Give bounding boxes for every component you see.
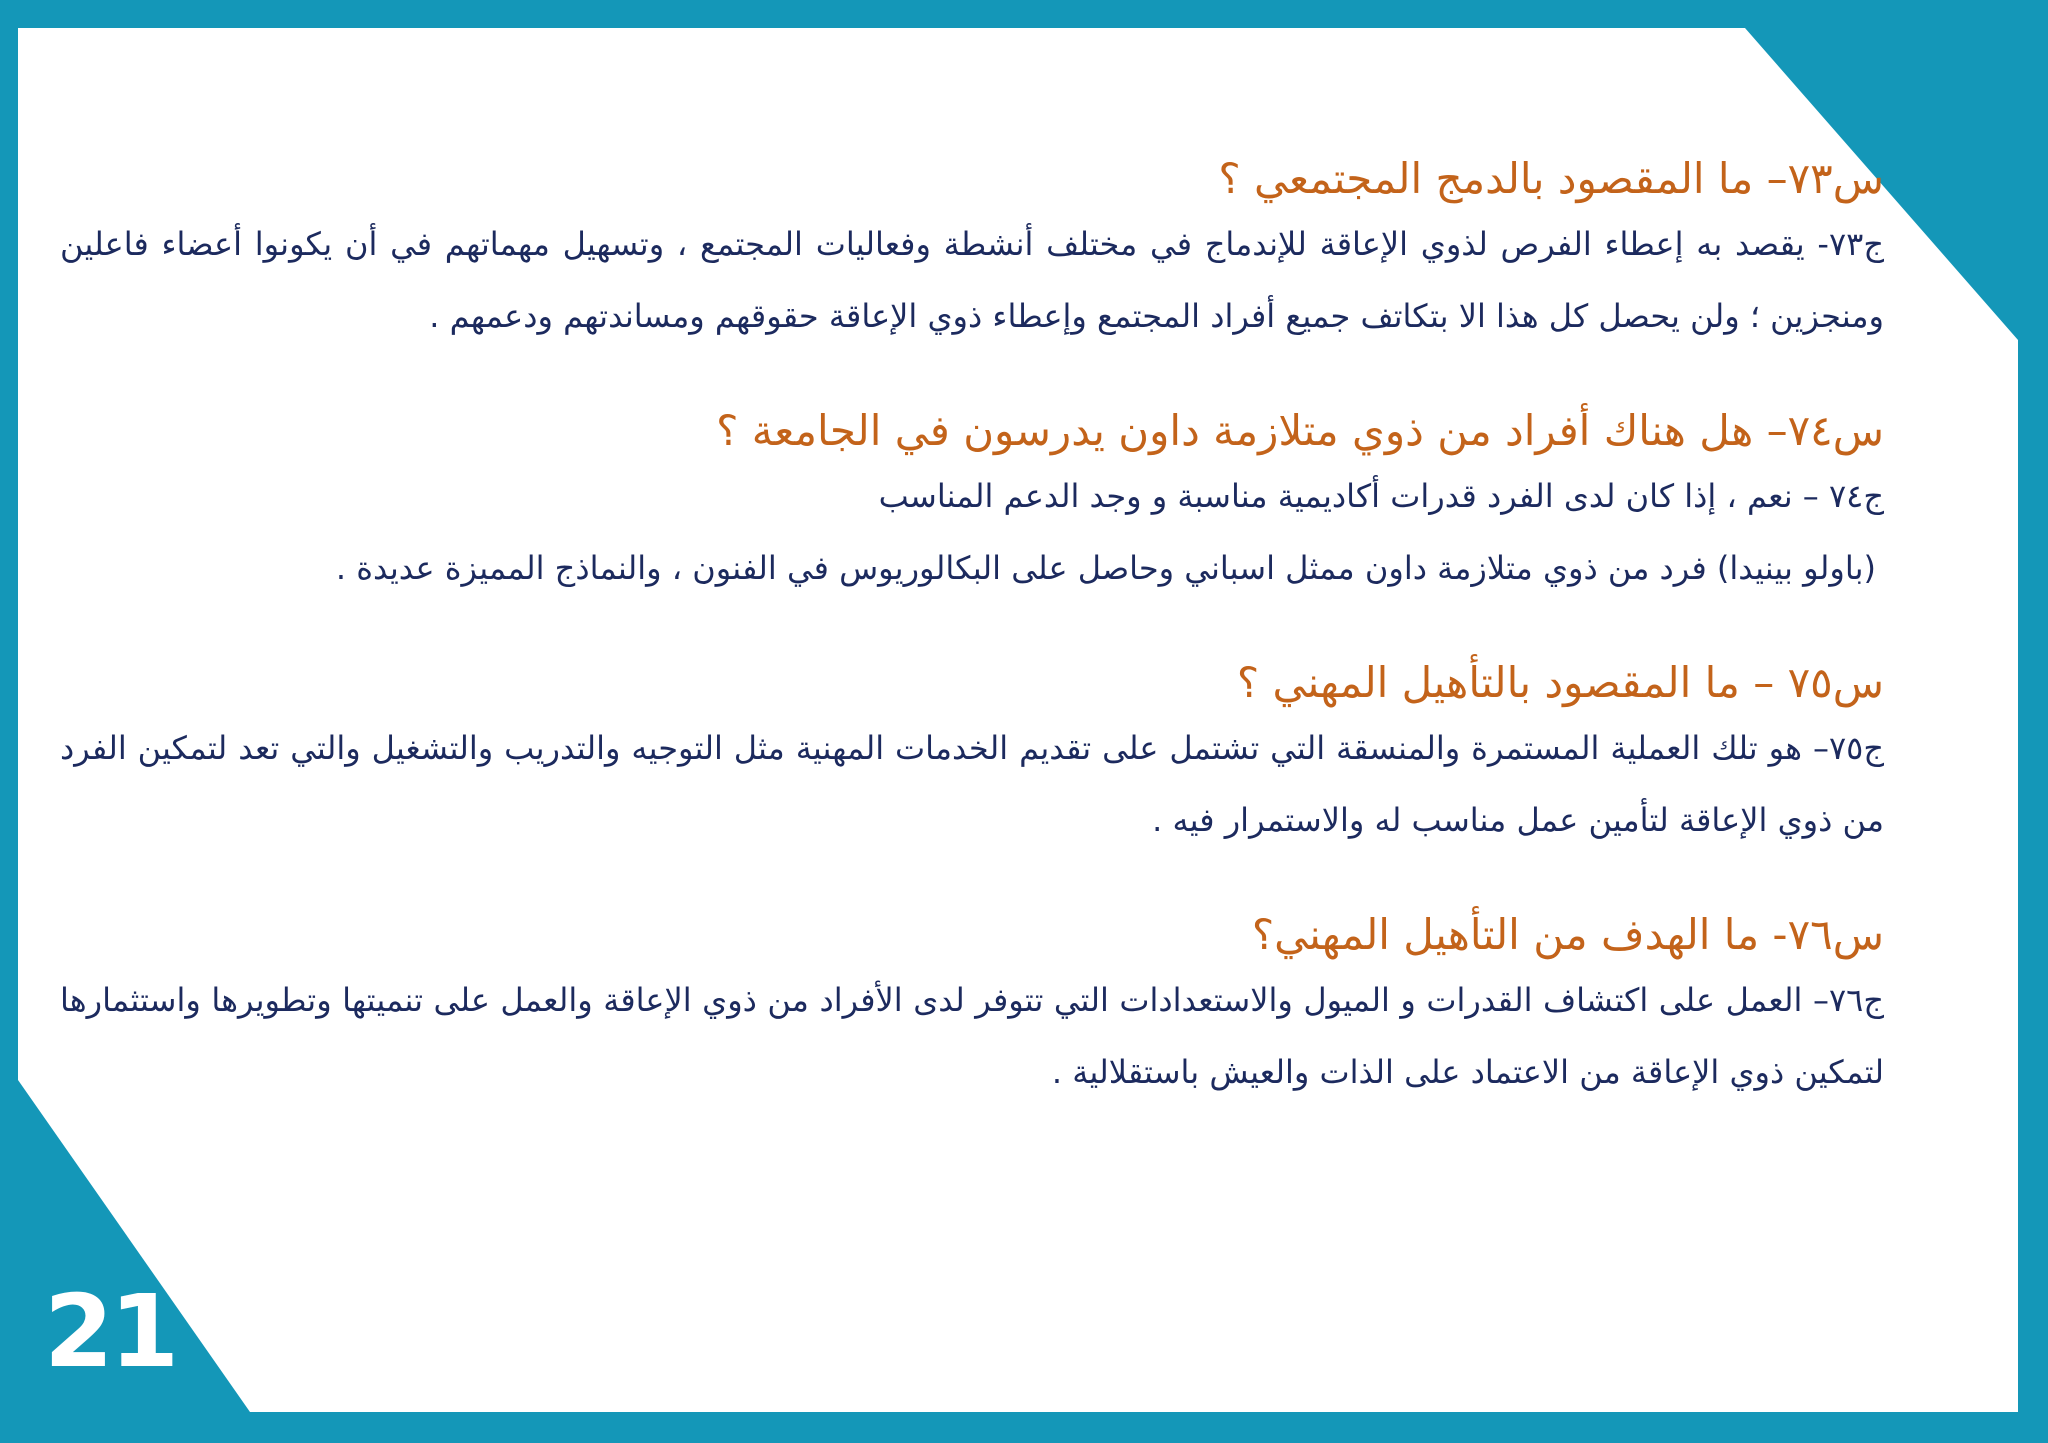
qa-item-76 [60,906,1884,1108]
answer-75: ج٧٥– هو تلك العملية المستمرة والمنسقة التي تشتمل على تقديم الخدمات المهنية مثل التوجيه والتدريب والتشغيل والتي تعد لتمكين الفرد من ذوي الإعاقة لتأمين عمل مناسب له والاستمرار فيه . [60,729,1884,839]
qa-item-73 [60,150,1884,352]
answer-74-line-2: (باولو بينيدا) فرد من ذوي متلازمة داون ممثل اسباني وحاصل على البكالوريوس في الفنون ، والنماذج المميزة عديدة . [335,549,1876,587]
answer-76: ج٧٦– العمل على اكتشاف القدرات و الميول والاستعدادات التي تتوفر لدى الأفراد من ذوي الإعاقة والعمل على تنميتها وتطويرها واستثمارها لتمكين ذوي الإعاقة من الاعتماد على الذات والعيش باستقلالية . [60,981,1884,1091]
qa-content [60,150,1884,1108]
page-number: 21 [44,1273,176,1390]
qa-item-74 [60,402,1884,604]
answer-73: ج٧٣- يقصد به إعطاء الفرص لذوي الإعاقة للإندماج في مختلف أنشطة وفعاليات المجتمع ، وتسهيل مهماتهم في أن يكونوا أعضاء فاعلين ومنجزين ؛ ولن يحصل كل هذا الا بتكاتف جميع أفراد المجتمع وإعطاء ذوي الإعاقة حقوقهم ومساندتهم ودعمهم . [60,225,1884,335]
question-75: س٧٥ – ما المقصود بالتأهيل المهني ؟ [1236,658,1884,707]
question-76: س٧٦- ما الهدف من التأهيل المهني؟ [1251,910,1884,959]
answer-74-line-1: ج٧٤ – نعم ، إذا كان لدى الفرد قدرات أكاديمية مناسبة و وجد الدعم المناسب [878,477,1884,515]
question-74: س٧٤– هل هناك أفراد من ذوي متلازمة داون يدرسون في الجامعة ؟ [716,406,1884,455]
qa-item-75 [60,654,1884,856]
question-73: س٧٣– ما المقصود بالدمج المجتمعي ؟ [1218,154,1884,203]
